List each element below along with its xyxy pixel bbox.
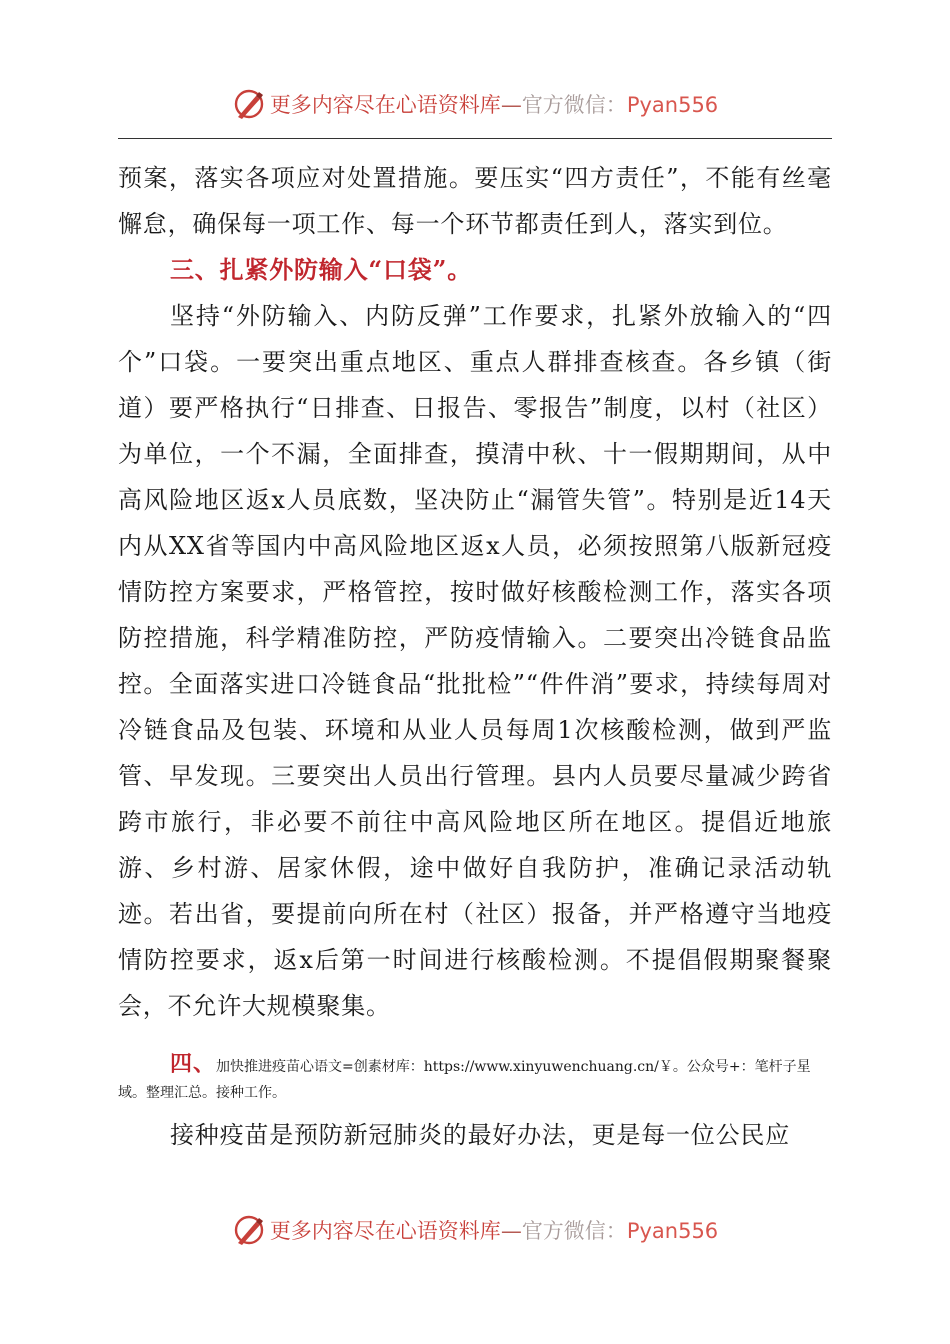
pen-circle-logo-icon [232, 87, 266, 121]
footer-banner-title: 更多内容尽在心语资料库 [269, 1219, 501, 1243]
footer-banner [0, 1208, 950, 1252]
section-heading-4-number: 四、 [170, 1051, 217, 1077]
banner-title: 更多内容尽在心语资料库 [269, 93, 501, 117]
section-heading-4 [118, 1051, 832, 1106]
paragraph-1: 预案，落实各项应对处置措施。要压实“四方责任”，不能有丝毫懈怠，确保每一项工作、每一个环节都责任到人，落实到位。 [118, 164, 832, 238]
footer-banner-separator: — [500, 1219, 522, 1243]
section-heading-3: 三、扎紧外防输入“口袋”。 [170, 255, 473, 284]
pen-circle-logo-icon [232, 1213, 266, 1247]
header-banner [0, 82, 950, 126]
section-heading-4-text: 加快推进疫苗心语文=创素材库：https://www.xinyuwenchuang.cn/￥。公众号+：笔杆子星域。整理汇总。接种工作。 [118, 1059, 811, 1101]
footer-banner-wechat-id: Pyan556 [626, 1219, 719, 1243]
header-divider [118, 138, 832, 139]
banner-separator: — [500, 93, 522, 117]
banner-wechat-id: Pyan556 [626, 93, 719, 117]
paragraph-2: 坚持“外防输入、内防反弹”工作要求，扎紧外放输入的“四个”口袋。一要突出重点地区、重点人群排查核查。各乡镇（街道）要严格执行“日排查、日报告、零报告”制度，以村（社区）为单位，一个不漏，全面排查，摸清中秋、十一假期期间，从中高风险地区返x人员底数，坚决防止“漏管失管”。特别是近14天内从XX省等国内中高风险地区返x人员，必须按照第八版新冠疫情防控方案要求，严格管控，按时做好核酸检测工作，落实各项防控措施，科学精准防控，严防疫情输入。二要突出冷链食品监控。全面落实进口冷链食品“批批检”“件件消”要求，持续每周对冷链食品及包装、环境和从业人员每周1次核酸检测，做到严监管、早发现。三要突出人员出行管理。县内人员要尽量减少跨省跨市旅行，非必要不前往中高风险地区所在地区。提倡近地旅游、乡村游、居家休假，途中做好自我防护，准确记录活动轨迹。若出省，要提前向所在村（社区）报备，并严格遵守当地疫情防控要求，返x后第一时间进行核酸检测。不提倡假期聚餐聚会，不允许大规模聚集。 [118, 302, 832, 1020]
footer-banner-wechat-label: 官方微信： [521, 1219, 627, 1243]
banner-wechat-label: 官方微信： [521, 93, 627, 117]
paragraph-3: 接种疫苗是预防新冠肺炎的最好办法，更是每一位公民应 [170, 1121, 790, 1149]
document-body [118, 155, 832, 1158]
